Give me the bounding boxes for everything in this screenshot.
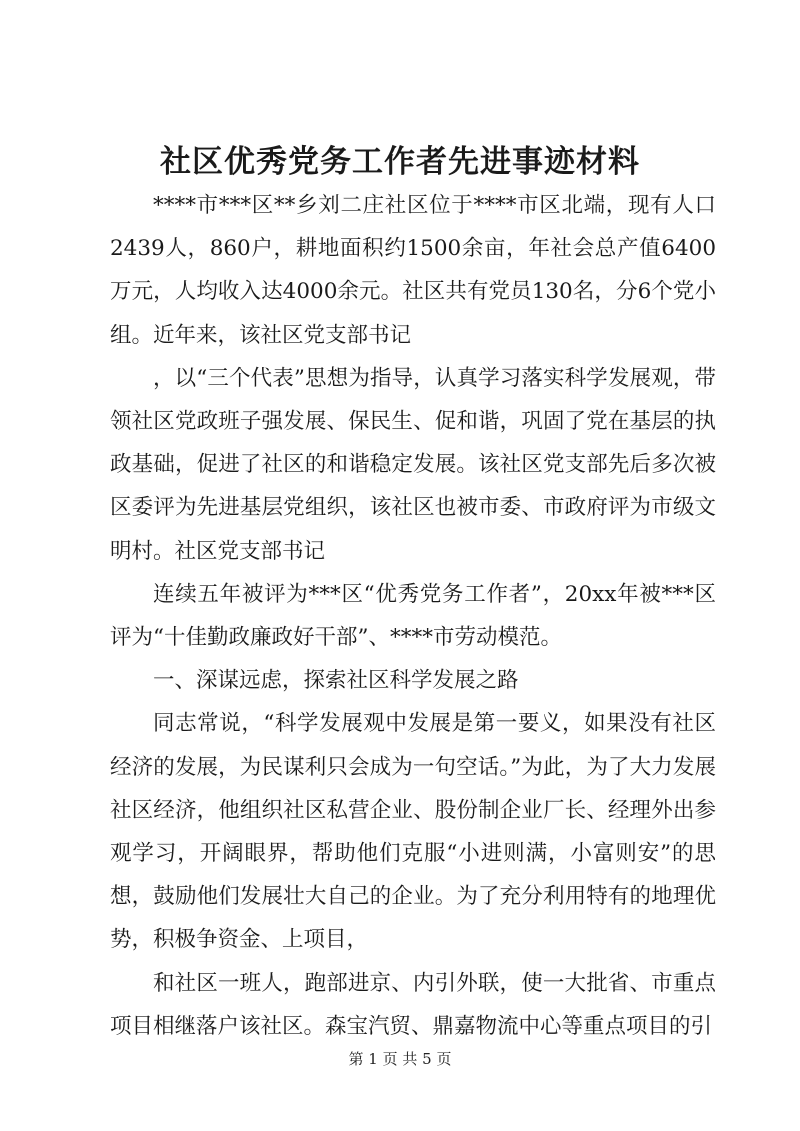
paragraph: ，以“三个代表”思想为指导，认真学习落实科学发展观，带领社区党政班子强发展、保民生、促和谐，巩固了党在基层的执政基础，促进了社区的和谐稳定发展。该社区党支部先后多次被区委评为先进基层党组织，该社区也被市委、市政府评为市级文明村。社区党支部书记 — [110, 365, 716, 564]
page-title: 社区优秀党务工作者先进事迹材料 — [160, 144, 640, 180]
section-heading: 一、深谋远虑，探索社区科学发展之路 — [153, 668, 519, 694]
paragraph: ****市***区**乡刘二庄社区位于****市区北端，现有人口2439人，860户，耕地面积约1500余亩，年社会总产值6400万元，人均收入达4000余元。社区共有党员130名，分6个党小组。近年来，该社区党支部书记 — [110, 193, 716, 348]
paragraph: 和社区一班人，跑部进京、内引外联，使一大批省、市重点项目相继落户该社区。森宝汽贸、鼎嘉物流中心等重点项目的引 — [110, 970, 716, 1039]
document-body — [110, 184, 716, 1048]
paragraph: 连续五年被评为***区“优秀党务工作者”，20xx年被***区评为“十佳勤政廉政好干部”、****市劳动模范。 — [110, 581, 716, 651]
page-footer: 第 1 页 共 5 页 — [348, 1050, 452, 1068]
paragraph: 同志常说，“科学发展观中发展是第一要义，如果没有社区经济的发展，为民谋利只会成为一句空话。”为此，为了大力发展社区经济，他组织社区私营企业、股份制企业厂长、经理外出参观学习，开阔眼界，帮助他们克服“小进则满，小富则安”的思想，鼓励他们发展壮大自己的企业。为了充分利用特有的地理优势，积极争资金、上项目， — [110, 711, 716, 953]
